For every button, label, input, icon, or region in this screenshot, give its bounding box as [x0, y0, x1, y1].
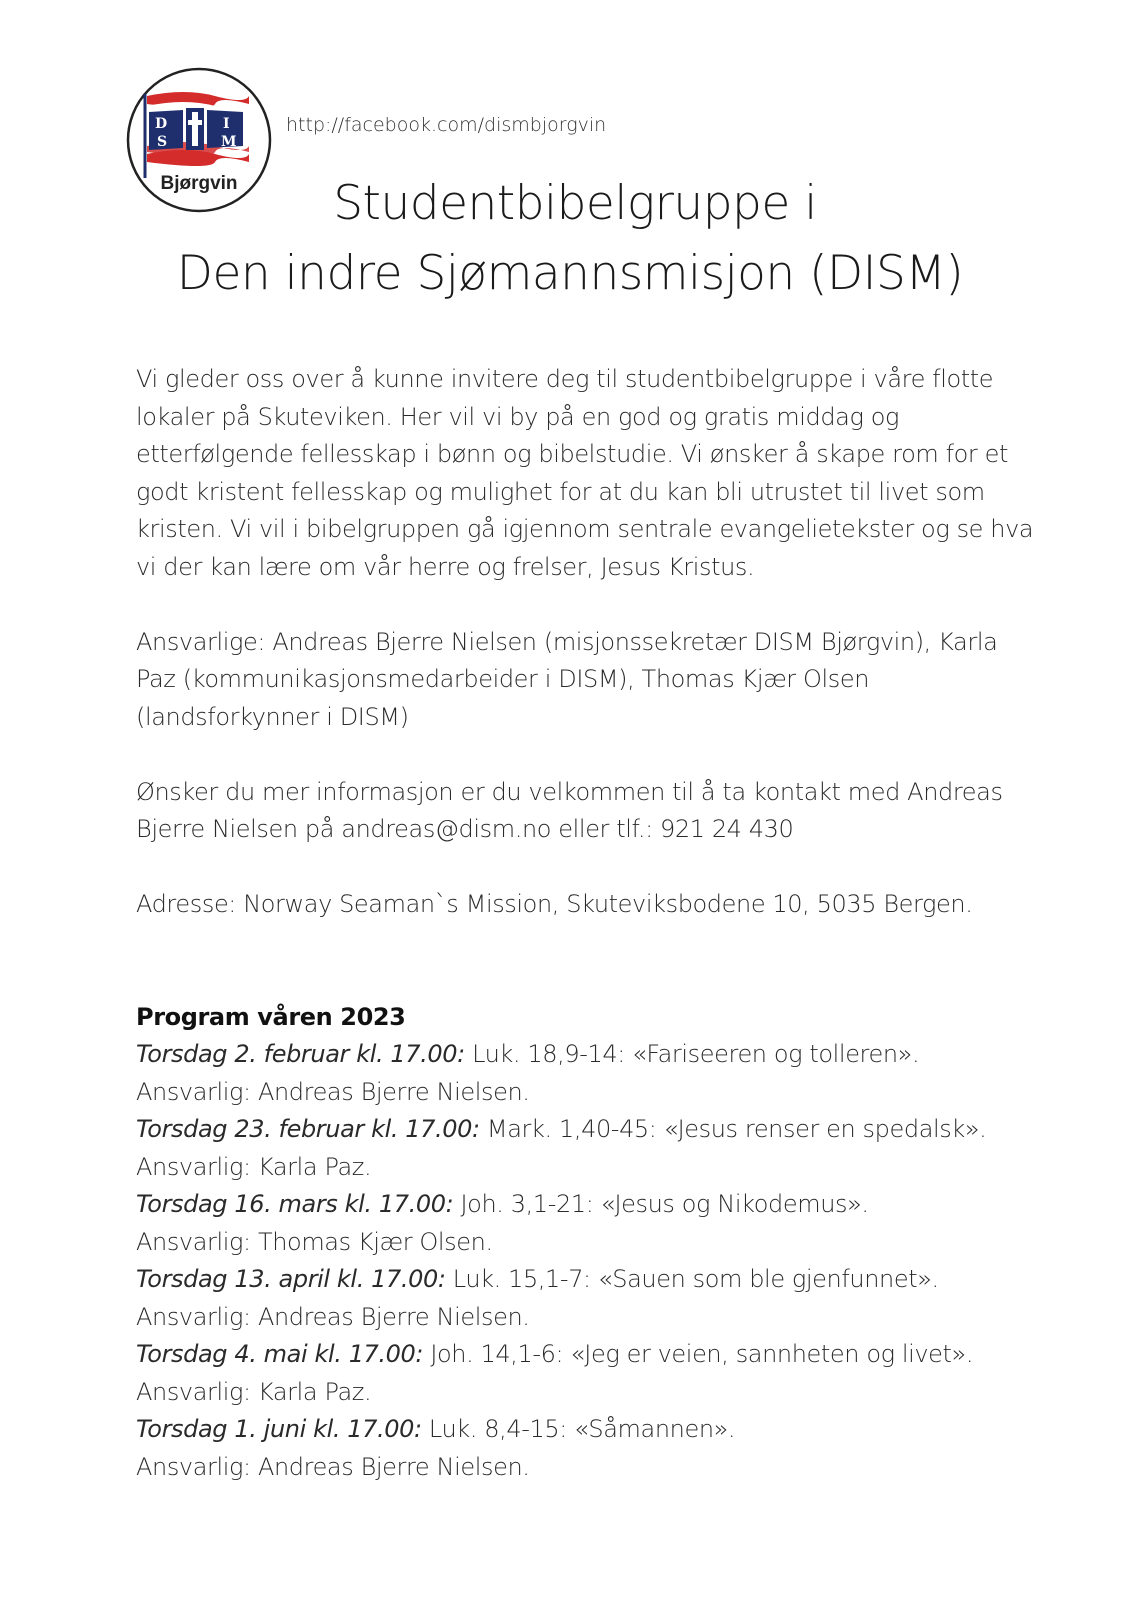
event-text: Luk. 15,1-7: «Sauen som ble gjenfunnet». — [445, 1265, 939, 1293]
contact-paragraph: Ønsker du mer informasjon er du velkommen til å ta kontakt med Andreas Bjerre Nielsen på andreas@dism.no eller tlf.: 921 24 430 — [136, 777, 1003, 843]
event-date: Torsdag 4. mai kl. 17.00: — [136, 1340, 424, 1368]
event-text: Luk. 18,9-14: «Fariseeren og tolleren». — [464, 1040, 920, 1068]
event-date: Torsdag 1. juni kl. 17.00: — [136, 1415, 422, 1443]
event-responsible: Ansvarlig: Andreas Bjerre Nielsen. — [136, 1302, 530, 1331]
event-date: Torsdag 13. april kl. 17.00: — [136, 1265, 446, 1293]
flag-letter-s: S — [157, 134, 168, 150]
event-text: Mark. 1,40-45: «Jesus renser en spedalsk». — [479, 1115, 987, 1143]
event-date: Torsdag 23. februar kl. 17.00: — [136, 1115, 480, 1143]
event-responsible: Ansvarlig: Andreas Bjerre Nielsen. — [136, 1452, 530, 1481]
program-event — [136, 1261, 1036, 1336]
event-text: Luk. 8,4-15: «Såmannen». — [421, 1415, 736, 1443]
program-event — [136, 1336, 1036, 1411]
page-title-line1: Studentbibelgruppe i — [333, 176, 817, 231]
event-responsible: Ansvarlig: Andreas Bjerre Nielsen. — [136, 1077, 530, 1106]
page-title-line2: Den indre Sjømannsmisjon (DISM) — [176, 246, 964, 301]
event-text: Joh. 3,1-21: «Jesus og Nikodemus». — [453, 1190, 869, 1218]
program-heading: Program våren 2023 — [136, 1002, 406, 1031]
event-date: Torsdag 2. februar kl. 17.00: — [136, 1040, 465, 1068]
event-date: Torsdag 16. mars kl. 17.00: — [136, 1190, 454, 1218]
facebook-link[interactable]: http://facebook.com/dismbjorgvin — [286, 114, 607, 136]
program-list — [136, 1036, 1036, 1486]
event-responsible: Ansvarlig: Karla Paz. — [136, 1377, 372, 1406]
program-event — [136, 1036, 1036, 1111]
flag-letter-d: D — [155, 116, 168, 132]
program-event — [136, 1111, 1036, 1186]
address-paragraph: Adresse: Norway Seaman`s Mission, Skuteviksbodene 10, 5035 Bergen. — [136, 890, 973, 918]
event-text: Joh. 14,1-6: «Jeg er veien, sannheten og livet». — [423, 1340, 974, 1368]
event-responsible: Ansvarlig: Thomas Kjær Olsen. — [136, 1227, 493, 1256]
flag-letter-i: I — [223, 116, 230, 132]
flag-letter-m: M — [221, 134, 237, 150]
responsible-paragraph: Ansvarlige: Andreas Bjerre Nielsen (misjonssekretær DISM Bjørgvin), Karla Paz (kommunikasjonsmedarbeider i DISM), Thomas Kjær Olsen (landsforkynner i DISM) — [136, 627, 998, 731]
document-body — [136, 361, 1036, 1486]
intro-paragraph: Vi gleder oss over å kunne invitere deg til studentbibelgruppe i våre flotte lokaler på Skuteviken. Her vil vi by på en god og gratis middag og etterfølgende fellesskap i bønn og bibelstudie. Vi ønsker å skape rom for et godt kristent fellesskap og mulighet for at du kan bli utrustet til livet som kristen. Vi vil i bibelgruppen gå igjennom sentrale evangelietekster og se hva vi der kan lære om vår herre og frelser, Jesus Kristus. — [136, 365, 1034, 581]
event-responsible: Ansvarlig: Karla Paz. — [136, 1152, 372, 1181]
logo-label: Bjørgvin — [160, 173, 238, 194]
program-event — [136, 1186, 1036, 1261]
program-event — [136, 1411, 1036, 1486]
